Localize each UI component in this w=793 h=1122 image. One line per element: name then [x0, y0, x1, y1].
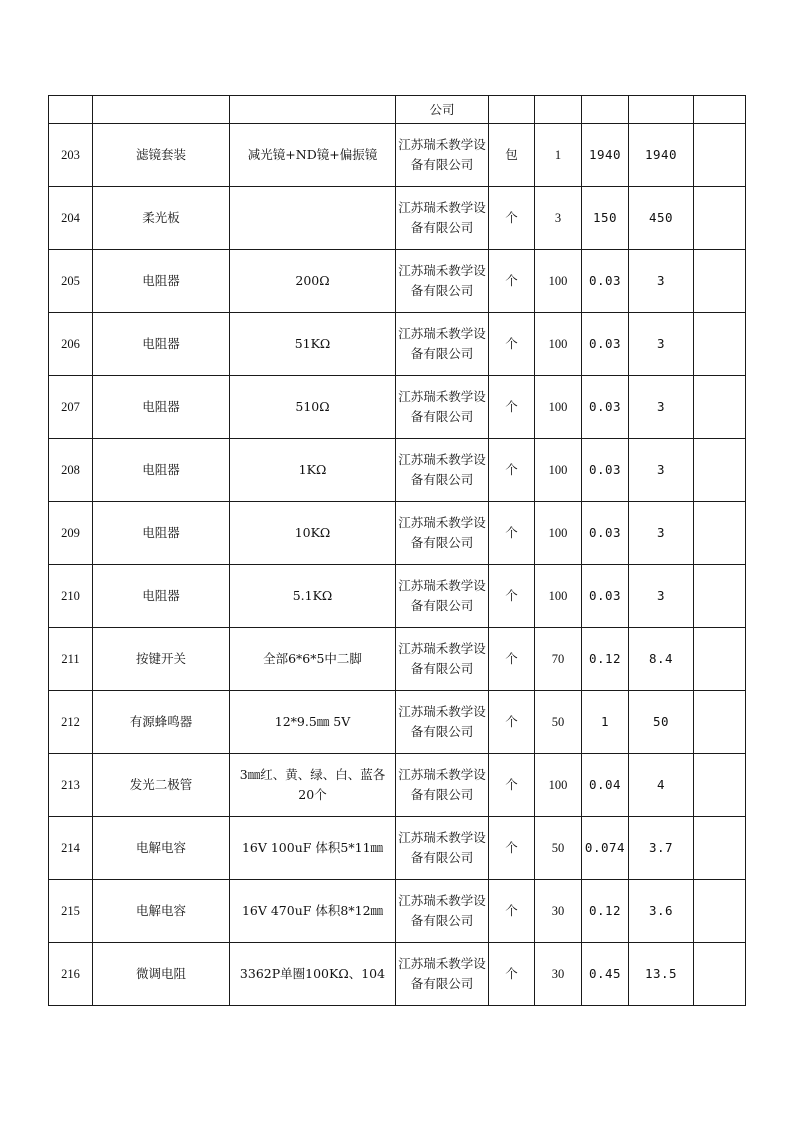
cell-no: 207 [49, 376, 93, 439]
equipment-table [48, 95, 746, 1006]
cell-note [694, 754, 746, 817]
cell-supplier: 江苏瑞禾教学设备有限公司 [396, 124, 489, 187]
cell-note [694, 187, 746, 250]
cell-note [694, 439, 746, 502]
cell-supplier: 江苏瑞禾教学设备有限公司 [396, 943, 489, 1006]
cell-spec: 200Ω [230, 250, 396, 313]
cell-name [93, 96, 230, 124]
cell-note [694, 313, 746, 376]
cell-price [582, 96, 629, 124]
cell-spec: 16V 100uF 体积5*11㎜ [230, 817, 396, 880]
cell-unit: 个 [489, 628, 535, 691]
cell-unit: 个 [489, 565, 535, 628]
cell-total: 3 [629, 250, 694, 313]
cell-unit: 个 [489, 187, 535, 250]
table-row [49, 124, 746, 187]
cell-supplier: 江苏瑞禾教学设备有限公司 [396, 880, 489, 943]
cell-note [694, 124, 746, 187]
cell-no: 211 [49, 628, 93, 691]
cell-qty: 1 [535, 124, 582, 187]
cell-price: 0.03 [582, 502, 629, 565]
cell-spec: 10KΩ [230, 502, 396, 565]
cell-qty: 100 [535, 250, 582, 313]
table-row [49, 880, 746, 943]
cell-total: 3.7 [629, 817, 694, 880]
cell-spec: 510Ω [230, 376, 396, 439]
cell-unit: 个 [489, 376, 535, 439]
cell-supplier: 江苏瑞禾教学设备有限公司 [396, 250, 489, 313]
cell-qty: 3 [535, 187, 582, 250]
cell-unit: 个 [489, 691, 535, 754]
cell-name: 电阻器 [93, 439, 230, 502]
cell-total: 8.4 [629, 628, 694, 691]
cell-no [49, 96, 93, 124]
cell-qty [535, 96, 582, 124]
cell-name: 滤镜套装 [93, 124, 230, 187]
cell-price: 0.03 [582, 565, 629, 628]
cell-note [694, 376, 746, 439]
cell-price: 150 [582, 187, 629, 250]
cell-spec: 5.1KΩ [230, 565, 396, 628]
cell-no: 209 [49, 502, 93, 565]
cell-supplier: 江苏瑞禾教学设备有限公司 [396, 313, 489, 376]
cell-name: 发光二极管 [93, 754, 230, 817]
cell-name: 电解电容 [93, 880, 230, 943]
cell-qty: 50 [535, 691, 582, 754]
cell-price: 0.45 [582, 943, 629, 1006]
cell-supplier: 江苏瑞禾教学设备有限公司 [396, 502, 489, 565]
cell-unit: 个 [489, 502, 535, 565]
cell-supplier: 江苏瑞禾教学设备有限公司 [396, 565, 489, 628]
cell-spec: 3㎜红、黄、绿、白、蓝各20个 [230, 754, 396, 817]
cell-unit: 包 [489, 124, 535, 187]
cell-note [694, 817, 746, 880]
cell-total: 3 [629, 439, 694, 502]
cell-unit: 个 [489, 943, 535, 1006]
table-row [49, 565, 746, 628]
cell-note [694, 565, 746, 628]
cell-no: 216 [49, 943, 93, 1006]
cell-supplier: 江苏瑞禾教学设备有限公司 [396, 817, 489, 880]
cell-qty: 100 [535, 313, 582, 376]
cell-name: 电阻器 [93, 376, 230, 439]
cell-qty: 50 [535, 817, 582, 880]
cell-price: 0.04 [582, 754, 629, 817]
cell-supplier: 公司 [396, 96, 489, 124]
cell-qty: 100 [535, 376, 582, 439]
cell-supplier: 江苏瑞禾教学设备有限公司 [396, 376, 489, 439]
cell-no: 208 [49, 439, 93, 502]
cell-name: 电阻器 [93, 250, 230, 313]
cell-note [694, 691, 746, 754]
table-row [49, 439, 746, 502]
cell-total: 50 [629, 691, 694, 754]
cell-unit: 个 [489, 439, 535, 502]
table-row-continued [49, 96, 746, 124]
cell-spec: 1KΩ [230, 439, 396, 502]
cell-note [694, 96, 746, 124]
cell-no: 210 [49, 565, 93, 628]
cell-total: 1940 [629, 124, 694, 187]
cell-unit [489, 96, 535, 124]
cell-price: 0.03 [582, 439, 629, 502]
cell-note [694, 880, 746, 943]
cell-qty: 30 [535, 880, 582, 943]
cell-name: 电阻器 [93, 502, 230, 565]
cell-price: 0.074 [582, 817, 629, 880]
cell-qty: 100 [535, 565, 582, 628]
table-row [49, 502, 746, 565]
cell-supplier: 江苏瑞禾教学设备有限公司 [396, 691, 489, 754]
table-row [49, 250, 746, 313]
cell-name: 电阻器 [93, 313, 230, 376]
cell-no: 214 [49, 817, 93, 880]
table-row [49, 943, 746, 1006]
cell-no: 215 [49, 880, 93, 943]
cell-supplier: 江苏瑞禾教学设备有限公司 [396, 439, 489, 502]
table-row [49, 754, 746, 817]
cell-note [694, 628, 746, 691]
cell-price: 1 [582, 691, 629, 754]
cell-qty: 70 [535, 628, 582, 691]
cell-supplier: 江苏瑞禾教学设备有限公司 [396, 187, 489, 250]
cell-name: 电阻器 [93, 565, 230, 628]
cell-total: 3 [629, 313, 694, 376]
cell-unit: 个 [489, 250, 535, 313]
cell-total: 3 [629, 502, 694, 565]
cell-note [694, 943, 746, 1006]
cell-total: 3.6 [629, 880, 694, 943]
table-row [49, 376, 746, 439]
cell-qty: 100 [535, 502, 582, 565]
cell-spec: 51KΩ [230, 313, 396, 376]
cell-no: 212 [49, 691, 93, 754]
cell-spec: 全部6*6*5中二脚 [230, 628, 396, 691]
cell-supplier: 江苏瑞禾教学设备有限公司 [396, 628, 489, 691]
table-row [49, 628, 746, 691]
table-row [49, 691, 746, 754]
cell-spec [230, 187, 396, 250]
cell-name: 电解电容 [93, 817, 230, 880]
cell-no: 213 [49, 754, 93, 817]
cell-price: 0.03 [582, 313, 629, 376]
cell-spec [230, 96, 396, 124]
cell-total: 3 [629, 565, 694, 628]
cell-no: 203 [49, 124, 93, 187]
cell-price: 0.03 [582, 376, 629, 439]
cell-name: 有源蜂鸣器 [93, 691, 230, 754]
cell-note [694, 250, 746, 313]
cell-total: 13.5 [629, 943, 694, 1006]
cell-qty: 100 [535, 439, 582, 502]
cell-price: 0.12 [582, 880, 629, 943]
cell-qty: 100 [535, 754, 582, 817]
cell-spec: 16V 470uF 体积8*12㎜ [230, 880, 396, 943]
cell-price: 0.12 [582, 628, 629, 691]
cell-note [694, 502, 746, 565]
cell-price: 1940 [582, 124, 629, 187]
cell-total [629, 96, 694, 124]
cell-no: 204 [49, 187, 93, 250]
cell-no: 205 [49, 250, 93, 313]
cell-price: 0.03 [582, 250, 629, 313]
cell-no: 206 [49, 313, 93, 376]
cell-unit: 个 [489, 754, 535, 817]
table-row [49, 187, 746, 250]
cell-spec: 12*9.5㎜ 5V [230, 691, 396, 754]
cell-total: 3 [629, 376, 694, 439]
table-body [49, 96, 746, 1006]
cell-name: 柔光板 [93, 187, 230, 250]
cell-total: 4 [629, 754, 694, 817]
table-row [49, 817, 746, 880]
cell-qty: 30 [535, 943, 582, 1006]
cell-unit: 个 [489, 817, 535, 880]
cell-spec: 减光镜+ND镜+偏振镜 [230, 124, 396, 187]
table-row [49, 313, 746, 376]
cell-unit: 个 [489, 880, 535, 943]
cell-supplier: 江苏瑞禾教学设备有限公司 [396, 754, 489, 817]
cell-spec: 3362P单圈100KΩ、104 [230, 943, 396, 1006]
cell-name: 按键开关 [93, 628, 230, 691]
cell-name: 微调电阻 [93, 943, 230, 1006]
cell-unit: 个 [489, 313, 535, 376]
cell-total: 450 [629, 187, 694, 250]
